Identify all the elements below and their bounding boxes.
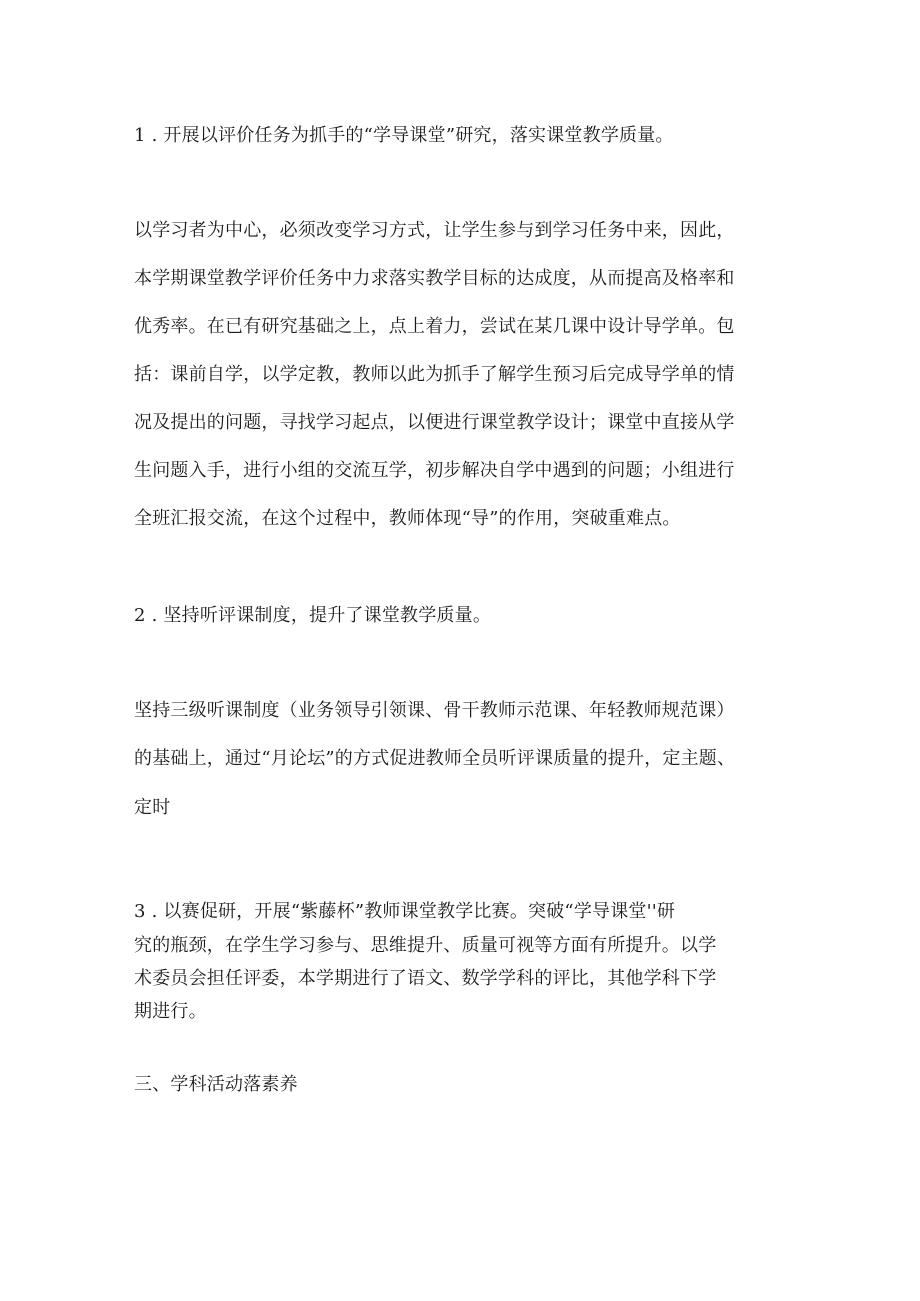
item2-body-line: 的基础上，通过“月论坛”的方式促进教师全员听评课质量的提升，定主题、 xyxy=(134,748,736,769)
item1-body-line: 况及提出的问题，寻找学习起点，以便进行课堂教学设计；课堂中直接从学 xyxy=(134,412,735,433)
item1-body-line: 生问题入手，进行小组的交流互学，初步解决自学中遇到的问题；小组进行 xyxy=(134,460,735,481)
item1-body-line: 优秀率。在已有研究基础之上，点上着力，尝试在某几课中设计导学单。包 xyxy=(134,316,735,337)
item1-body-line: 本学期课堂教学评价任务中力求落实教学目标的达成度，从而提高及格率和 xyxy=(134,268,735,289)
item2-heading: 2 . 坚持听评课制度，提升了课堂教学质量。 xyxy=(134,605,492,626)
item1-heading: 1 . 开展以评价任务为抓手的“学导课堂”研究，落实课堂教学质量。 xyxy=(134,125,674,146)
item2-body-line: 定时 xyxy=(134,797,171,818)
item1-body-line: 以学习者为中心，必须改变学习方式，让学生参与到学习任务中来，因此， xyxy=(134,220,735,241)
item3-body-line: 3 . 以赛促研，开展“紫藤杯”教师课堂教学比赛。突破“学导课堂''研 xyxy=(134,901,676,922)
item1-body-line: 括：课前自学，以学定教，教师以此为抓手了解学生预习后完成导学单的情 xyxy=(134,364,735,385)
item1-body-line: 全班汇报交流，在这个过程中，教师体现“导”的作用，突破重难点。 xyxy=(134,508,681,529)
section3-heading: 三、学科活动落素养 xyxy=(134,1074,298,1095)
item3-body-line: 术委员会担任评委，本学期进行了语文、数学学科的评比，其他学科下学 xyxy=(134,968,717,989)
item2-body-line: 坚持三级听课制度（业务领导引领课、骨干教师示范课、年轻教师规范课） xyxy=(134,700,735,721)
item3-body-line: 究的瓶颈，在学生学习参与、思维提升、质量可视等方面有所提升。以学 xyxy=(134,935,717,956)
item3-body-line: 期进行。 xyxy=(134,1001,207,1022)
